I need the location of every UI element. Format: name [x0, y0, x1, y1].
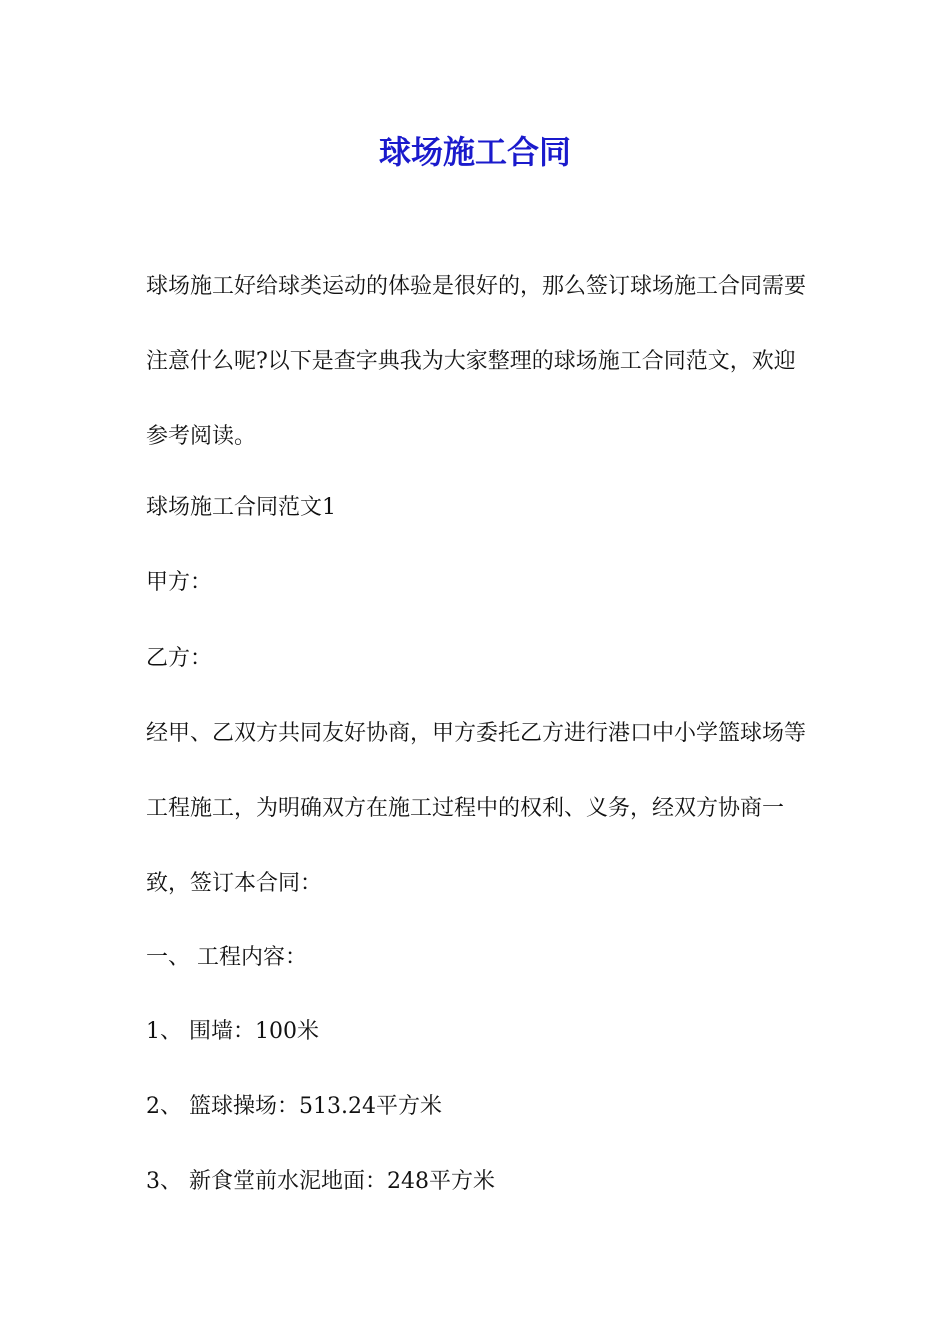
- party-a-label: 甲方：: [146, 570, 213, 595]
- document-title: 球场施工合同: [378, 133, 571, 171]
- list-item: 1、 围墙：100米: [146, 1019, 319, 1044]
- list-item: 3、 新食堂前水泥地面：248平方米: [146, 1169, 495, 1194]
- list-item: 2、 篮球操场：513.24平方米: [146, 1094, 442, 1119]
- agreement-paragraph: 经甲、乙双方共同友好协商，甲方委托乙方进行港口中小学篮球场等工程施工，为明确双方在施工过程中的权利、义务，经双方协商一致，签订本合同：: [146, 721, 807, 896]
- clause-heading: 一、 工程内容：: [146, 945, 307, 970]
- intro-paragraph: 球场施工好给球类运动的体验是很好的，那么签订球场施工合同需要注意什么呢?以下是查字典我为大家整理的球场施工合同范文，欢迎参考阅读。: [146, 274, 807, 449]
- party-b-label: 乙方：: [146, 646, 213, 671]
- section-heading: 球场施工合同范文1: [146, 495, 336, 520]
